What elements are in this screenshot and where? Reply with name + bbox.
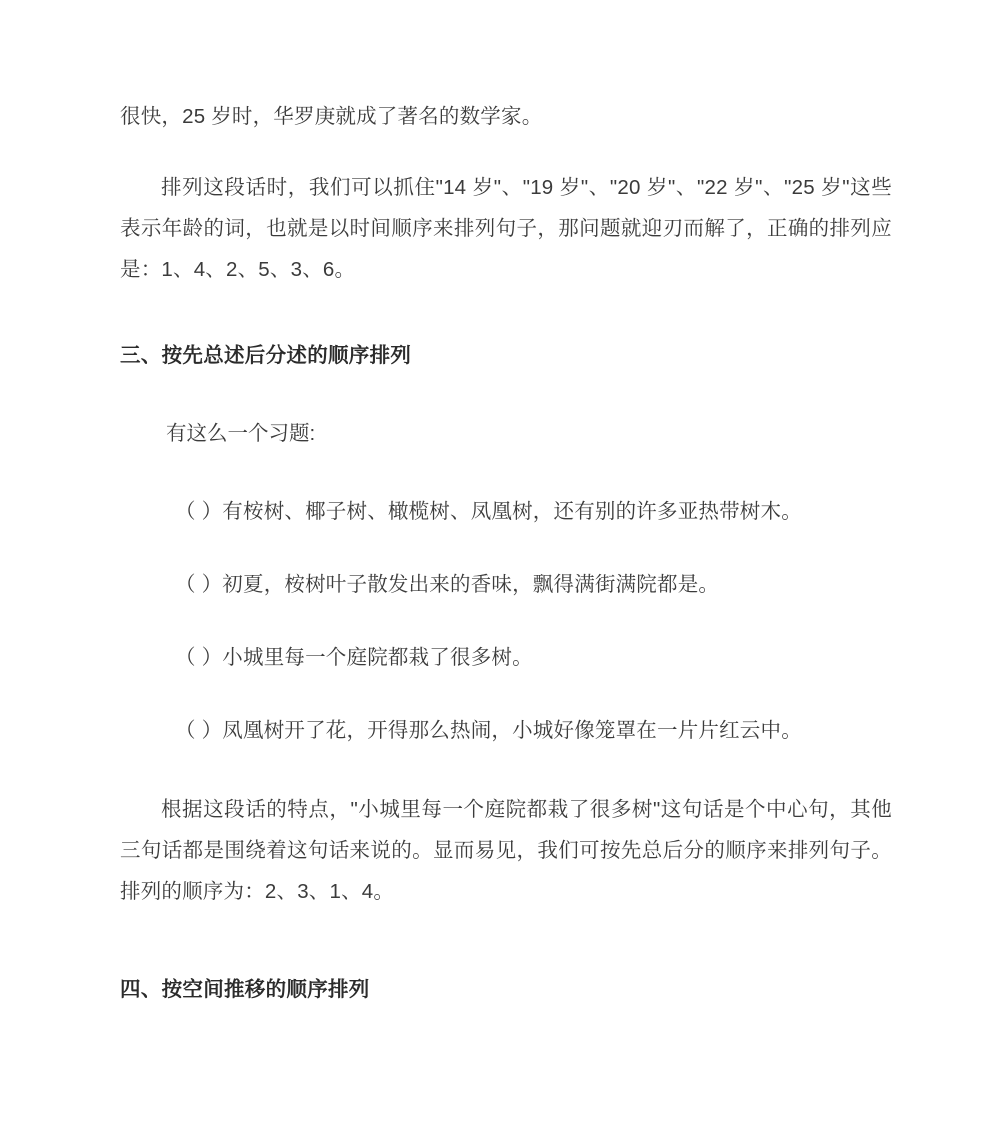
explanation-paragraph: 根据这段话的特点，"小城里每一个庭院都栽了很多树"这句话是个中心句，其他三句话都是围绕着这句话来说的。显而易见，我们可按先总后分的顺序来排列句子。排列的顺序为：2、3、1、4。 xyxy=(120,798,892,903)
section-heading-four: 四、按空间推移的顺序排列 xyxy=(120,978,370,1001)
list-item: （ ）凤凰树开了花，开得那么热闹，小城好像笼罩在一片片红云中。 xyxy=(175,719,802,742)
list-item: （ ）小城里每一个庭院都栽了很多树。 xyxy=(175,646,533,669)
exercise-list xyxy=(120,491,892,751)
list-item: （ ）有桉树、椰子树、橄榄树、凤凰树，还有别的许多亚热带树木。 xyxy=(175,500,802,523)
section-heading-three: 三、按先总述后分述的顺序排列 xyxy=(120,344,412,367)
analysis-paragraph: 排列这段话时，我们可以抓住"14 岁"、"19 岁"、"20 岁"、"22 岁"、"25 岁"这些表示年龄的词，也就是以时间顺序来排列句子，那问题就迎刃而解了，正确的排列应是：1、4、2、5、3、6。 xyxy=(120,176,892,281)
exercise-intro: 有这么一个习题: xyxy=(166,422,316,445)
list-item: （ ）初夏，桉树叶子散发出来的香味，飘得满街满院都是。 xyxy=(175,573,720,596)
document-body xyxy=(120,96,892,1010)
lead-paragraph: 很快，25 岁时，华罗庚就成了著名的数学家。 xyxy=(120,105,543,128)
